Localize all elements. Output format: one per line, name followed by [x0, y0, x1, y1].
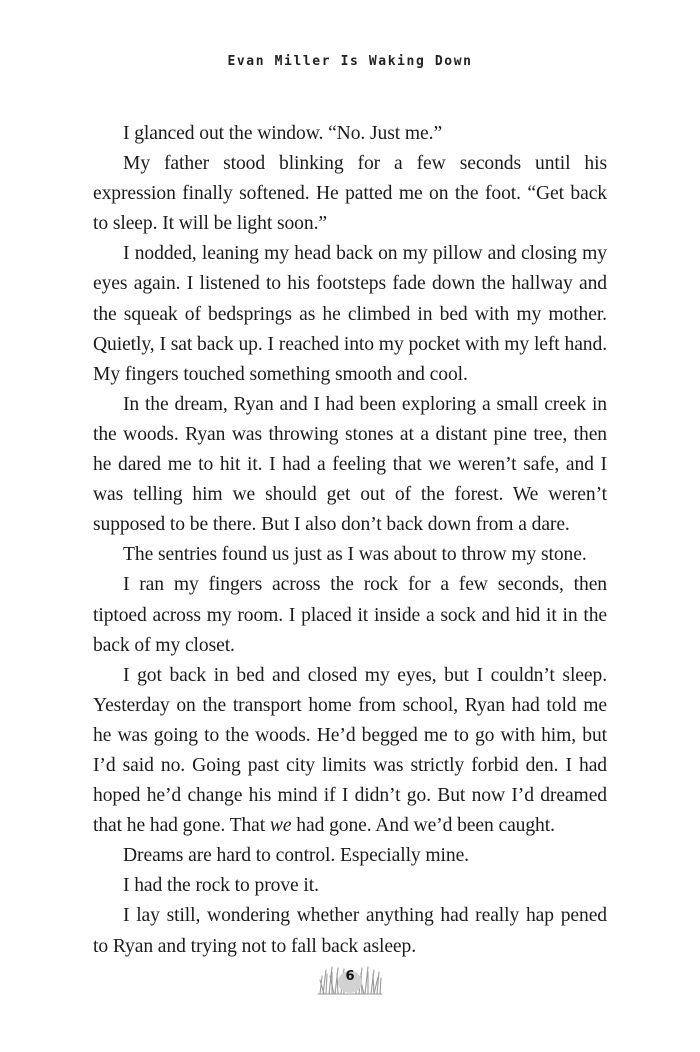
emphasis-text: we — [269, 815, 292, 837]
body-text — [93, 119, 607, 962]
paragraph: I nodded, leaning my head back on my pillow and closing my eyes again. I listened to his footsteps fade down the hallway and the squeak of bedsprings as he climbed in bed with my mother. Quietly, I sat back up. I reached into my pocket with my left hand. My fingers touched something smooth and cool. — [93, 243, 607, 385]
paragraph: In the dream, Ryan and I had been exploring a small creek in the woods. Ryan was throwing stones at a distant pine tree, then he dared me to hit it. I had a feeling that we weren’t safe, and I was telling him we should get out of the forest. We weren’t supposed to be there. But I also don’t back down from a dare. — [93, 393, 607, 536]
paragraph: Dreams are hard to control. Especially mine. — [123, 845, 469, 867]
paragraph-text: had gone. And we’d been caught. — [291, 815, 555, 837]
paragraph: The sentries found us just as I was about to throw my stone. — [123, 544, 587, 566]
paragraph: I glanced out the window. “No. Just me.” — [123, 123, 443, 144]
paragraph-text: I got back in bed and closed my eyes, but I couldn’t sleep. Yesterday on the transport home from school, Ryan had told me he was going to the woods. He’d begged me to go with him, but I’d said no. Going past city limits was strictly forbid den. I had hoped he’d change his mind if I didn’t go. But now I’d dreamed that he had gone. That — [93, 664, 607, 837]
paragraph: I ran my fingers across the rock for a few seconds, then tiptoed across my room. I placed it inside a sock and hid it in the back of my closet. — [93, 574, 607, 656]
running-head: Evan Miller Is Waking Down — [227, 54, 473, 69]
page-number: 6 — [345, 969, 355, 984]
paragraph — [93, 661, 607, 842]
paragraph: I lay still, wondering whether anything had really hap pened to Ryan and trying not to fall back asleep. — [93, 905, 607, 957]
page-number-badge — [300, 962, 400, 1002]
paragraph: My father stood blinking for a few seconds until his expression finally softened. He patted me on the foot. “Get back to sleep. It will be light soon.” — [93, 153, 607, 235]
paragraph: I had the rock to prove it. — [123, 875, 319, 897]
